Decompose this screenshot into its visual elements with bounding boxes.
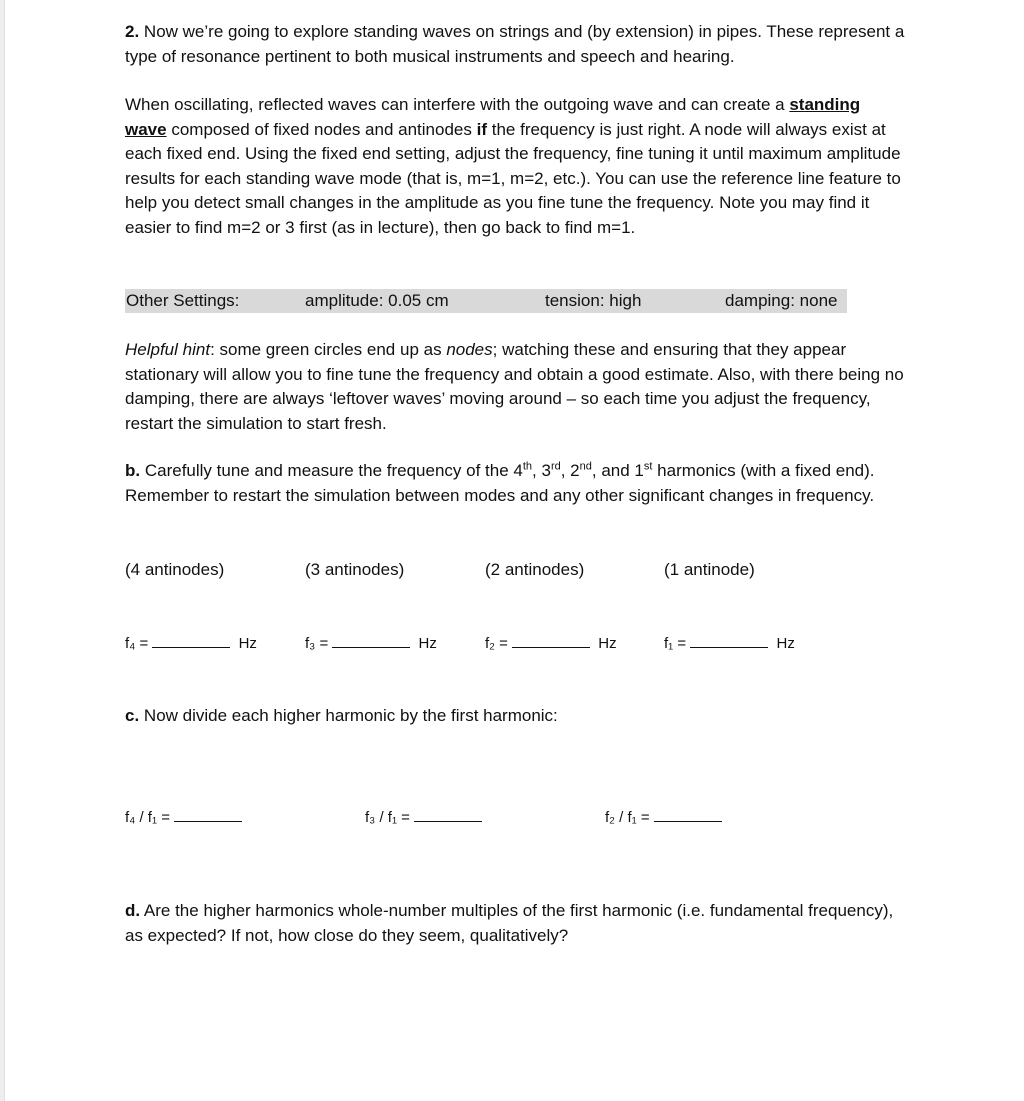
hint-label: Helpful hint xyxy=(125,340,211,359)
ratio-f3-f1-label: f₃ / f₁ = xyxy=(365,809,410,826)
hint-text-1: : some green circles end up as xyxy=(210,340,442,359)
ratio-f4-f1-blank[interactable] xyxy=(174,807,242,822)
ratio-f4-f1 xyxy=(125,807,242,828)
oscillation-paragraph xyxy=(125,93,905,240)
f2-blank[interactable] xyxy=(512,633,590,648)
f3-unit: Hz xyxy=(418,635,437,652)
question-number: 2. xyxy=(125,22,140,41)
mode-label-1: (1 antinode) xyxy=(664,560,755,579)
ratio-f2-f1-label: f₂ / f₁ = xyxy=(605,809,650,826)
f1-blank[interactable] xyxy=(690,633,768,648)
ratio-f4-f1-label: f₄ / f₁ = xyxy=(125,809,170,826)
part-b-paragraph xyxy=(125,459,905,508)
mode-label-2: (2 antinodes) xyxy=(485,560,585,579)
f4-answer xyxy=(125,633,257,654)
part-c-letter: c. xyxy=(125,706,140,725)
intro-text: Now we’re going to explore standing waves on strings and (by extension) in pipes. These represent a type of resonance pertinent to both musical instruments and speech and hearing. xyxy=(125,22,905,66)
sup-rd: rd xyxy=(550,460,561,473)
part-c-text: Now divide each higher harmonic by the first harmonic: xyxy=(143,706,558,725)
f2-unit: Hz xyxy=(598,635,617,652)
f4-unit: Hz xyxy=(238,635,257,652)
f4-label: f₄ = xyxy=(125,635,149,652)
f2-label: f₂ = xyxy=(485,635,508,652)
f4-blank[interactable] xyxy=(152,633,230,648)
damping-setting: damping: none xyxy=(725,291,838,310)
ratio-f2-f1 xyxy=(605,807,722,828)
sup-nd: nd xyxy=(579,460,592,473)
part-b-text-3: , 2 xyxy=(560,461,580,480)
ratio-f3-f1 xyxy=(365,807,482,828)
part-b-text-4: , and 1 xyxy=(591,461,644,480)
f1-unit: Hz xyxy=(776,635,795,652)
part-b-letter: b. xyxy=(125,461,141,480)
nodes-emphasis: nodes xyxy=(446,340,493,359)
part-d-text: Are the higher harmonics whole-number multiples of the first harmonic (i.e. fundamental frequency), as expected? If not, how close do they seem, qualitatively? xyxy=(125,901,894,945)
sup-th: th xyxy=(522,460,533,473)
oscillation-text-3: the frequency is just right. A node will always exist at each fixed end. Using the fixed end setting, adjust the frequency, fine tuning it until maximum amplitude results for each standing wave mode (that is, m=1, m=2, etc.). You can use the reference line feature to help you detect small changes in the amplitude as you fine tune the frequency. Note you may find it easier to find m=2 or 3 first (as in lecture), then go back to find m=1. xyxy=(125,119,901,237)
part-c-paragraph xyxy=(125,704,905,729)
f2-answer xyxy=(485,633,617,654)
settings-label: Other Settings: xyxy=(126,291,240,310)
other-settings-bar xyxy=(125,289,847,313)
amplitude-setting: amplitude: 0.05 cm xyxy=(305,291,449,310)
oscillation-text-2: composed of fixed nodes and antinodes xyxy=(171,119,472,139)
part-b-text-1: Carefully tune and measure the frequency of the 4 xyxy=(144,461,523,480)
hint-text-2: ; watching these and ensuring that they appear stationary will allow you to fine tune the frequency and obtain a good estimate. Also, with there being no damping, there are always ‘leftover waves’ moving around – so each time you adjust the frequency, restart the simulation to start fresh. xyxy=(125,340,904,433)
page-edge xyxy=(0,0,5,1101)
tension-setting: tension: high xyxy=(545,291,642,310)
part-b-text-2: , 3 xyxy=(532,461,551,480)
part-d-letter: d. xyxy=(125,901,141,920)
f1-label: f₁ = xyxy=(664,635,687,652)
sup-st: st xyxy=(643,460,653,473)
standing-wave-term: standing wave xyxy=(125,95,861,139)
mode-label-4: (4 antinodes) xyxy=(125,560,225,579)
part-d-paragraph xyxy=(125,899,905,948)
f3-label: f₃ = xyxy=(305,635,329,652)
ratio-f3-f1-blank[interactable] xyxy=(414,807,482,822)
f3-blank[interactable] xyxy=(332,633,410,648)
intro-paragraph xyxy=(125,20,905,69)
ratio-f2-f1-blank[interactable] xyxy=(654,807,722,822)
oscillation-text-1: When oscillating, reflected waves can interfere with the outgoing wave and can create a xyxy=(125,95,785,114)
if-emphasis: if xyxy=(476,119,487,139)
f3-answer xyxy=(305,633,437,654)
f1-answer xyxy=(664,633,795,654)
mode-label-3: (3 antinodes) xyxy=(305,560,405,579)
part-b-text-5: harmonics (with a fixed end). Remember to restart the simulation between modes and any other significant changes in frequency. xyxy=(125,461,875,505)
hint-paragraph xyxy=(125,338,905,436)
